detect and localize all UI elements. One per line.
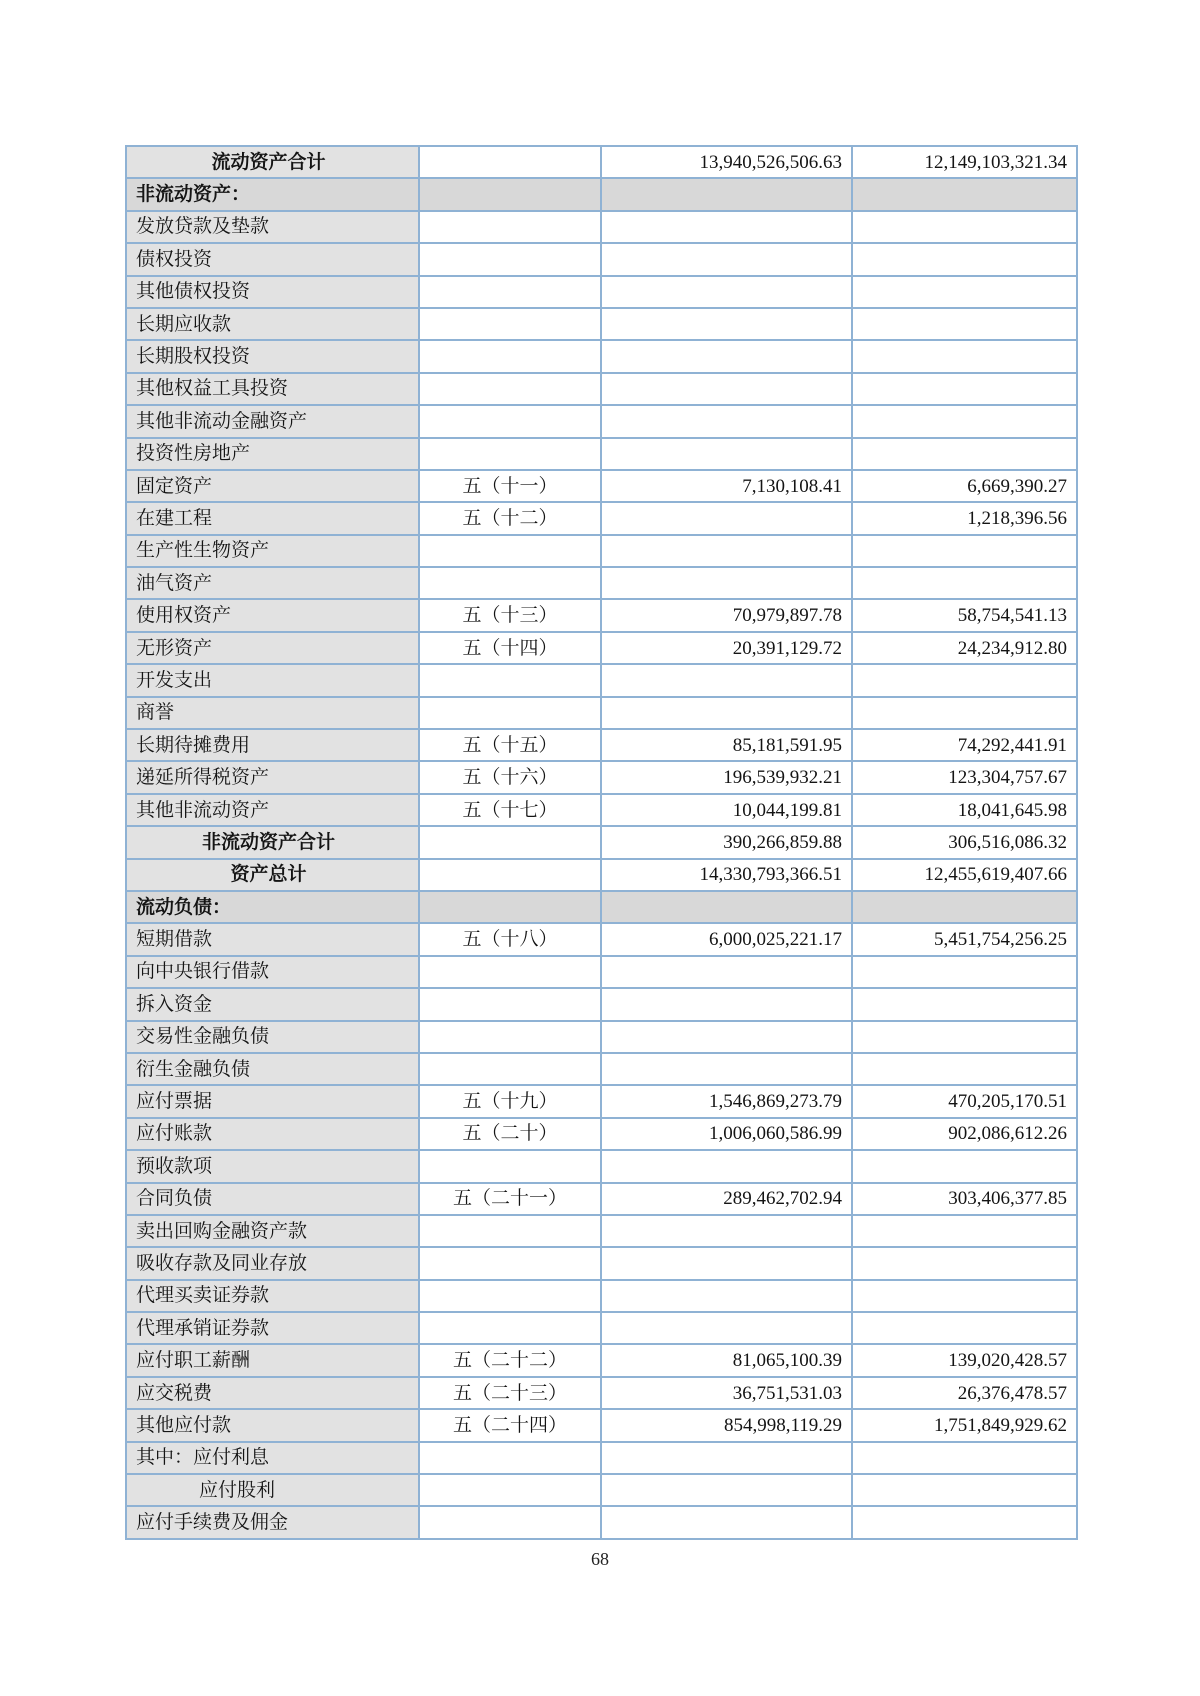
table-row bbox=[126, 502, 1077, 534]
cell-prior-amount bbox=[852, 697, 1077, 729]
cell-note-ref: 五（十三） bbox=[419, 599, 601, 631]
cell-item-label: 债权投资 bbox=[126, 243, 419, 275]
cell-note-ref bbox=[419, 697, 601, 729]
cell-current-amount: 390,266,859.88 bbox=[601, 826, 852, 858]
cell-note-ref bbox=[419, 664, 601, 696]
table-row bbox=[126, 1409, 1077, 1441]
cell-item-label: 无形资产 bbox=[126, 632, 419, 664]
balance-sheet bbox=[125, 145, 1078, 1540]
cell-prior-amount bbox=[852, 535, 1077, 567]
cell-item-label: 代理承销证券款 bbox=[126, 1312, 419, 1344]
cell-note-ref: 五（十九） bbox=[419, 1085, 601, 1117]
table-row bbox=[126, 1215, 1077, 1247]
cell-current-amount bbox=[601, 308, 852, 340]
cell-current-amount bbox=[601, 502, 852, 534]
cell-prior-amount bbox=[852, 1506, 1077, 1538]
cell-item-label: 应付手续费及佣金 bbox=[126, 1506, 419, 1538]
table-row bbox=[126, 859, 1077, 891]
table-row bbox=[126, 826, 1077, 858]
cell-current-amount: 196,539,932.21 bbox=[601, 761, 852, 793]
table-row bbox=[126, 276, 1077, 308]
cell-item-label: 应交税费 bbox=[126, 1377, 419, 1409]
cell-prior-amount: 12,455,619,407.66 bbox=[852, 859, 1077, 891]
table-row bbox=[126, 1506, 1077, 1538]
cell-current-amount bbox=[601, 340, 852, 372]
table-row bbox=[126, 1118, 1077, 1150]
cell-current-amount bbox=[601, 178, 852, 210]
cell-note-ref bbox=[419, 340, 601, 372]
cell-note-ref bbox=[419, 1474, 601, 1506]
table-row bbox=[126, 567, 1077, 599]
cell-item-label: 其他非流动金融资产 bbox=[126, 405, 419, 437]
cell-prior-amount: 74,292,441.91 bbox=[852, 729, 1077, 761]
cell-prior-amount bbox=[852, 340, 1077, 372]
cell-item-label: 非流动资产合计 bbox=[126, 826, 419, 858]
table-row bbox=[126, 1442, 1077, 1474]
cell-prior-amount bbox=[852, 1215, 1077, 1247]
cell-prior-amount bbox=[852, 891, 1077, 923]
cell-current-amount: 1,546,869,273.79 bbox=[601, 1085, 852, 1117]
cell-note-ref: 五（十四） bbox=[419, 632, 601, 664]
cell-prior-amount: 1,218,396.56 bbox=[852, 502, 1077, 534]
cell-prior-amount: 12,149,103,321.34 bbox=[852, 146, 1077, 178]
cell-prior-amount bbox=[852, 1312, 1077, 1344]
cell-current-amount: 6,000,025,221.17 bbox=[601, 923, 852, 955]
cell-current-amount bbox=[601, 1021, 852, 1053]
cell-item-label: 开发支出 bbox=[126, 664, 419, 696]
cell-current-amount bbox=[601, 535, 852, 567]
cell-prior-amount: 1,751,849,929.62 bbox=[852, 1409, 1077, 1441]
cell-prior-amount: 24,234,912.80 bbox=[852, 632, 1077, 664]
cell-note-ref bbox=[419, 1150, 601, 1182]
cell-item-label: 其中：应付利息 bbox=[126, 1442, 419, 1474]
cell-item-label: 应付票据 bbox=[126, 1085, 419, 1117]
cell-prior-amount: 902,086,612.26 bbox=[852, 1118, 1077, 1150]
cell-prior-amount: 470,205,170.51 bbox=[852, 1085, 1077, 1117]
cell-current-amount: 70,979,897.78 bbox=[601, 599, 852, 631]
cell-prior-amount: 139,020,428.57 bbox=[852, 1344, 1077, 1376]
cell-item-label: 衍生金融负债 bbox=[126, 1053, 419, 1085]
cell-note-ref bbox=[419, 243, 601, 275]
table-row bbox=[126, 1312, 1077, 1344]
cell-item-label: 代理买卖证券款 bbox=[126, 1280, 419, 1312]
cell-note-ref: 五（十一） bbox=[419, 470, 601, 502]
cell-current-amount: 20,391,129.72 bbox=[601, 632, 852, 664]
cell-prior-amount bbox=[852, 211, 1077, 243]
table-row bbox=[126, 599, 1077, 631]
cell-note-ref bbox=[419, 211, 601, 243]
cell-item-label: 卖出回购金融资产款 bbox=[126, 1215, 419, 1247]
cell-current-amount bbox=[601, 664, 852, 696]
cell-item-label: 预收款项 bbox=[126, 1150, 419, 1182]
cell-item-label: 投资性房地产 bbox=[126, 438, 419, 470]
cell-item-label: 固定资产 bbox=[126, 470, 419, 502]
cell-note-ref bbox=[419, 146, 601, 178]
cell-prior-amount bbox=[852, 1053, 1077, 1085]
table-row bbox=[126, 761, 1077, 793]
table-row bbox=[126, 729, 1077, 761]
cell-item-label: 非流动资产： bbox=[126, 178, 419, 210]
cell-prior-amount bbox=[852, 567, 1077, 599]
cell-prior-amount bbox=[852, 956, 1077, 988]
cell-current-amount bbox=[601, 276, 852, 308]
table-row bbox=[126, 956, 1077, 988]
cell-note-ref bbox=[419, 178, 601, 210]
cell-current-amount bbox=[601, 891, 852, 923]
cell-item-label: 短期借款 bbox=[126, 923, 419, 955]
cell-prior-amount bbox=[852, 276, 1077, 308]
table-row bbox=[126, 697, 1077, 729]
cell-prior-amount bbox=[852, 438, 1077, 470]
cell-prior-amount: 58,754,541.13 bbox=[852, 599, 1077, 631]
table-row bbox=[126, 243, 1077, 275]
cell-note-ref: 五（二十四） bbox=[419, 1409, 601, 1441]
table-row bbox=[126, 923, 1077, 955]
cell-item-label: 合同负债 bbox=[126, 1183, 419, 1215]
table-row bbox=[126, 535, 1077, 567]
cell-note-ref bbox=[419, 891, 601, 923]
cell-prior-amount bbox=[852, 178, 1077, 210]
table-row bbox=[126, 1053, 1077, 1085]
cell-note-ref bbox=[419, 535, 601, 567]
cell-current-amount bbox=[601, 243, 852, 275]
cell-current-amount bbox=[601, 956, 852, 988]
cell-current-amount bbox=[601, 211, 852, 243]
cell-note-ref bbox=[419, 1280, 601, 1312]
cell-note-ref: 五（十八） bbox=[419, 923, 601, 955]
cell-prior-amount: 6,669,390.27 bbox=[852, 470, 1077, 502]
cell-current-amount bbox=[601, 405, 852, 437]
cell-item-label: 长期应收款 bbox=[126, 308, 419, 340]
cell-current-amount bbox=[601, 1474, 852, 1506]
cell-note-ref bbox=[419, 373, 601, 405]
cell-current-amount bbox=[601, 567, 852, 599]
table-row bbox=[126, 1085, 1077, 1117]
table-row bbox=[126, 632, 1077, 664]
cell-note-ref bbox=[419, 567, 601, 599]
cell-note-ref: 五（十六） bbox=[419, 761, 601, 793]
table-row bbox=[126, 373, 1077, 405]
cell-prior-amount: 18,041,645.98 bbox=[852, 794, 1077, 826]
cell-current-amount: 7,130,108.41 bbox=[601, 470, 852, 502]
cell-item-label: 交易性金融负债 bbox=[126, 1021, 419, 1053]
cell-note-ref: 五（二十二） bbox=[419, 1344, 601, 1376]
table-row bbox=[126, 1247, 1077, 1279]
cell-prior-amount: 5,451,754,256.25 bbox=[852, 923, 1077, 955]
cell-note-ref: 五（十二） bbox=[419, 502, 601, 534]
cell-item-label: 递延所得税资产 bbox=[126, 761, 419, 793]
cell-prior-amount bbox=[852, 988, 1077, 1020]
cell-note-ref: 五（二十一） bbox=[419, 1183, 601, 1215]
table-row bbox=[126, 1280, 1077, 1312]
cell-current-amount: 36,751,531.03 bbox=[601, 1377, 852, 1409]
cell-item-label: 在建工程 bbox=[126, 502, 419, 534]
cell-prior-amount: 306,516,086.32 bbox=[852, 826, 1077, 858]
cell-current-amount bbox=[601, 1053, 852, 1085]
cell-current-amount: 85,181,591.95 bbox=[601, 729, 852, 761]
cell-note-ref: 五（二十三） bbox=[419, 1377, 601, 1409]
cell-item-label: 应付账款 bbox=[126, 1118, 419, 1150]
table-row bbox=[126, 1377, 1077, 1409]
table-row bbox=[126, 1021, 1077, 1053]
cell-item-label: 其他权益工具投资 bbox=[126, 373, 419, 405]
cell-note-ref bbox=[419, 859, 601, 891]
cell-prior-amount bbox=[852, 243, 1077, 275]
cell-item-label: 流动负债： bbox=[126, 891, 419, 923]
cell-current-amount bbox=[601, 1215, 852, 1247]
cell-current-amount bbox=[601, 697, 852, 729]
cell-item-label: 油气资产 bbox=[126, 567, 419, 599]
cell-prior-amount bbox=[852, 1021, 1077, 1053]
cell-item-label: 长期待摊费用 bbox=[126, 729, 419, 761]
cell-item-label: 使用权资产 bbox=[126, 599, 419, 631]
table-row bbox=[126, 988, 1077, 1020]
cell-prior-amount bbox=[852, 405, 1077, 437]
table-row bbox=[126, 1150, 1077, 1182]
cell-prior-amount bbox=[852, 308, 1077, 340]
cell-prior-amount bbox=[852, 1280, 1077, 1312]
cell-current-amount: 13,940,526,506.63 bbox=[601, 146, 852, 178]
cell-item-label: 应付股利 bbox=[126, 1474, 419, 1506]
balance-sheet-table bbox=[125, 145, 1078, 1540]
cell-item-label: 商誉 bbox=[126, 697, 419, 729]
cell-note-ref bbox=[419, 405, 601, 437]
cell-item-label: 其他债权投资 bbox=[126, 276, 419, 308]
table-row bbox=[126, 405, 1077, 437]
cell-note-ref bbox=[419, 1247, 601, 1279]
cell-current-amount bbox=[601, 1312, 852, 1344]
cell-item-label: 其他非流动资产 bbox=[126, 794, 419, 826]
cell-note-ref bbox=[419, 276, 601, 308]
cell-note-ref bbox=[419, 988, 601, 1020]
cell-current-amount: 10,044,199.81 bbox=[601, 794, 852, 826]
cell-current-amount: 81,065,100.39 bbox=[601, 1344, 852, 1376]
cell-note-ref bbox=[419, 1215, 601, 1247]
cell-item-label: 流动资产合计 bbox=[126, 146, 419, 178]
cell-note-ref bbox=[419, 1506, 601, 1538]
cell-prior-amount bbox=[852, 1247, 1077, 1279]
table-row bbox=[126, 340, 1077, 372]
cell-note-ref bbox=[419, 1442, 601, 1474]
table-row bbox=[126, 1344, 1077, 1376]
cell-item-label: 其他应付款 bbox=[126, 1409, 419, 1441]
cell-prior-amount bbox=[852, 373, 1077, 405]
cell-current-amount bbox=[601, 1150, 852, 1182]
table-row bbox=[126, 178, 1077, 210]
cell-item-label: 生产性生物资产 bbox=[126, 535, 419, 567]
cell-current-amount: 854,998,119.29 bbox=[601, 1409, 852, 1441]
cell-current-amount bbox=[601, 373, 852, 405]
cell-prior-amount bbox=[852, 1150, 1077, 1182]
cell-current-amount: 1,006,060,586.99 bbox=[601, 1118, 852, 1150]
cell-prior-amount bbox=[852, 1474, 1077, 1506]
cell-item-label: 应付职工薪酬 bbox=[126, 1344, 419, 1376]
cell-current-amount bbox=[601, 1280, 852, 1312]
table-row bbox=[126, 438, 1077, 470]
cell-prior-amount bbox=[852, 1442, 1077, 1474]
cell-prior-amount: 123,304,757.67 bbox=[852, 761, 1077, 793]
table-row bbox=[126, 794, 1077, 826]
cell-note-ref: 五（十七） bbox=[419, 794, 601, 826]
cell-note-ref: 五（十五） bbox=[419, 729, 601, 761]
table-row bbox=[126, 664, 1077, 696]
cell-note-ref bbox=[419, 1021, 601, 1053]
cell-item-label: 长期股权投资 bbox=[126, 340, 419, 372]
cell-note-ref bbox=[419, 1312, 601, 1344]
cell-current-amount bbox=[601, 988, 852, 1020]
cell-item-label: 吸收存款及同业存放 bbox=[126, 1247, 419, 1279]
cell-item-label: 向中央银行借款 bbox=[126, 956, 419, 988]
cell-note-ref bbox=[419, 438, 601, 470]
cell-prior-amount bbox=[852, 664, 1077, 696]
page-number: 68 bbox=[591, 1549, 609, 1569]
cell-current-amount bbox=[601, 1506, 852, 1538]
table-row bbox=[126, 1183, 1077, 1215]
table-row bbox=[126, 211, 1077, 243]
cell-current-amount bbox=[601, 1442, 852, 1474]
cell-item-label: 发放贷款及垫款 bbox=[126, 211, 419, 243]
table-row bbox=[126, 1474, 1077, 1506]
cell-prior-amount: 26,376,478.57 bbox=[852, 1377, 1077, 1409]
table-row bbox=[126, 891, 1077, 923]
cell-current-amount bbox=[601, 1247, 852, 1279]
cell-item-label: 拆入资金 bbox=[126, 988, 419, 1020]
cell-note-ref: 五（二十） bbox=[419, 1118, 601, 1150]
cell-current-amount: 289,462,702.94 bbox=[601, 1183, 852, 1215]
table-row bbox=[126, 146, 1077, 178]
table-row bbox=[126, 470, 1077, 502]
cell-prior-amount: 303,406,377.85 bbox=[852, 1183, 1077, 1215]
cell-note-ref bbox=[419, 956, 601, 988]
cell-current-amount: 14,330,793,366.51 bbox=[601, 859, 852, 891]
cell-current-amount bbox=[601, 438, 852, 470]
cell-note-ref bbox=[419, 308, 601, 340]
cell-note-ref bbox=[419, 826, 601, 858]
table-row bbox=[126, 308, 1077, 340]
cell-item-label: 资产总计 bbox=[126, 859, 419, 891]
cell-note-ref bbox=[419, 1053, 601, 1085]
